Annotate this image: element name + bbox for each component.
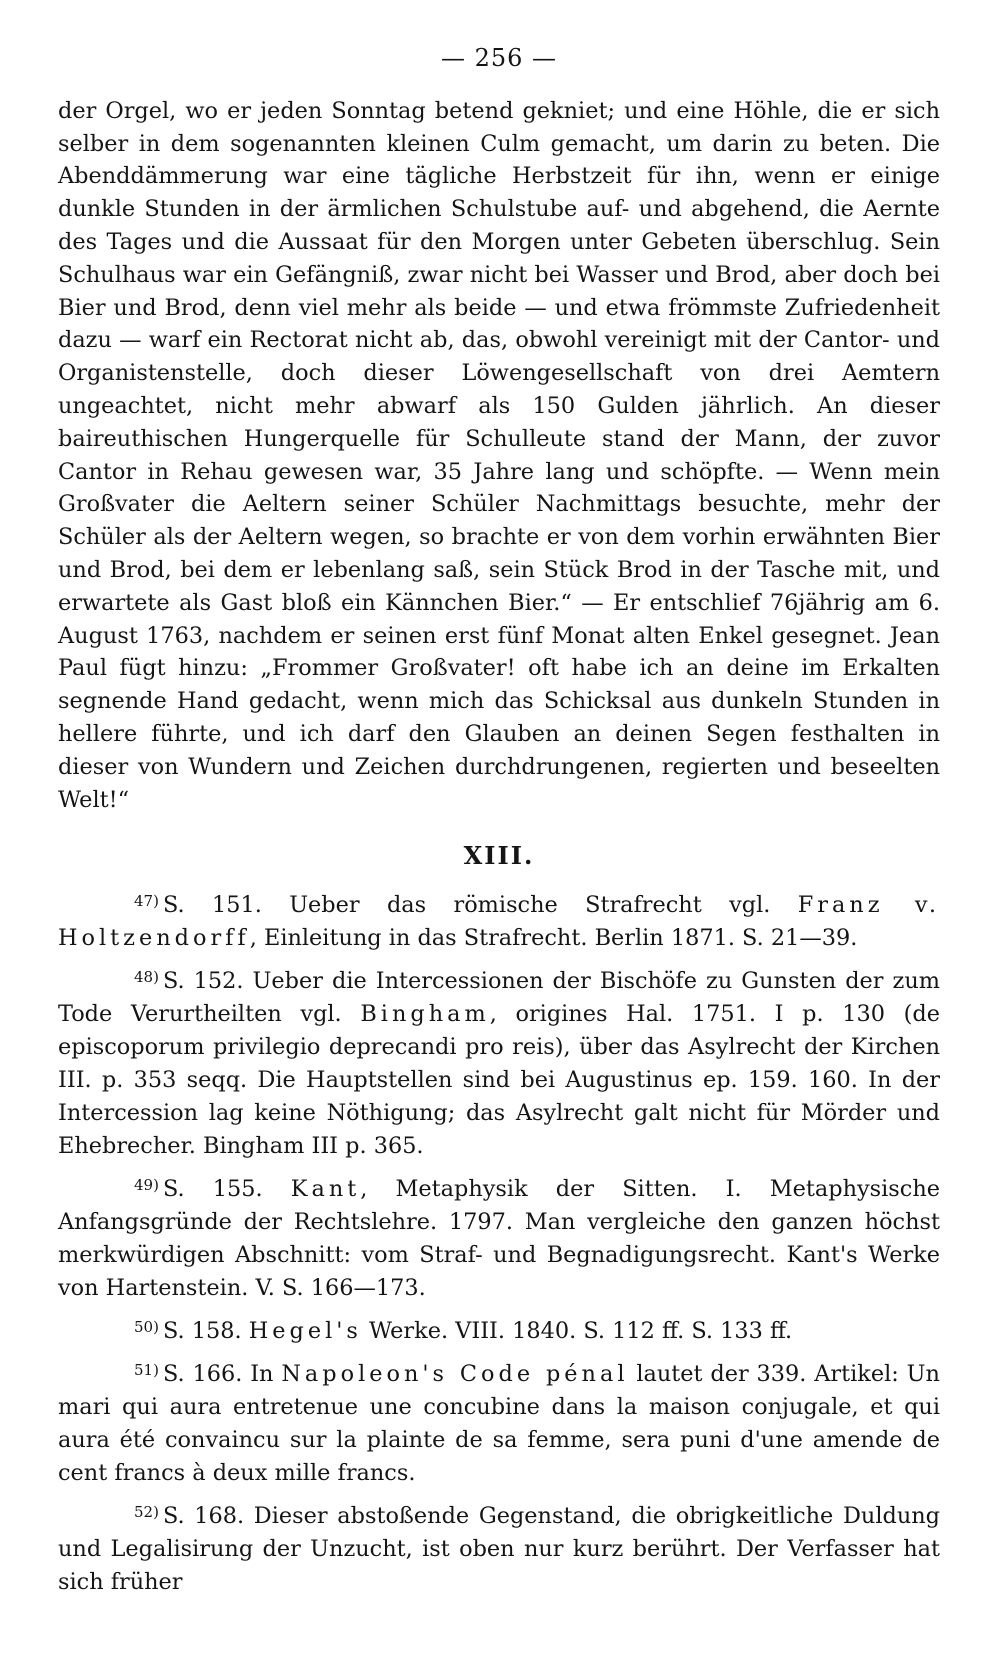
note-marker: 50) — [134, 1318, 159, 1337]
note-text: , origines Hal. 1751. I p. 130 (de episcoporum privilegio deprecandi pro reis), über das Asylrecht der Kirchen III. p. 353 seqq. Die Hauptstellen sind bei Augustinus ep. 159. 160. In der Intercession lag keine Nöthigung; das Asylrecht galt nicht für Mörder und Ehebrecher. Bingham III p. 365. — [58, 1001, 940, 1160]
note-text: , Einleitung in das Strafrecht. Berlin 1871. S. 21—39. — [249, 925, 858, 952]
note-text: S. 152. Ueber die Intercessionen der Bischöfe zu Gunsten der zum Tode Verurtheilten vgl. — [58, 968, 940, 1028]
spaced-author: Napoleon's Code pénal — [281, 1361, 629, 1388]
section-heading: XIII. — [463, 841, 535, 871]
page-number: — 256 — — [440, 44, 558, 72]
note-marker: 48) — [134, 968, 159, 987]
endnotes — [58, 885, 940, 1599]
endnote-52 — [58, 1496, 940, 1599]
spaced-author: Franz v. Holtzendorff — [58, 892, 940, 952]
note-text: , Metaphysik der Sitten. I. Metaphysische Anfangsgründe der Rechtslehre. 1797. Man vergleiche den ganzen höchst merkwürdigen Abschnitt: vom Straf- und Begnadigungsrecht. Kant's Werke von Hartenstein. V. S. 166—173. — [58, 1176, 941, 1302]
note-text: S. 168. Dieser abstoßende Gegenstand, die obrigkeitliche Duldung und Legalisirung der Unzucht, ist oben nur kurz berührt. Der Verfasser hat sich früher — [58, 1503, 940, 1596]
endnote-51 — [58, 1354, 940, 1490]
book-page — [58, 44, 940, 1644]
note-marker: 47) — [134, 892, 159, 911]
note-text: Werke. VIII. 1840. S. 112 ff. S. 133 ff. — [361, 1318, 793, 1345]
note-text: S. 158. — [162, 1318, 249, 1345]
spaced-author: Hegel's — [248, 1318, 362, 1345]
endnote-47 — [58, 885, 940, 955]
note-marker: 51) — [134, 1361, 159, 1380]
note-text: S. 151. Ueber das römische Strafrecht vgl. — [162, 892, 798, 919]
note-text: S. 166. In — [162, 1361, 282, 1388]
note-marker: 52) — [134, 1503, 159, 1522]
endnote-48 — [58, 961, 940, 1163]
main-paragraph: der Orgel, wo er jeden Sonntag betend gekniet; und eine Höhle, die er sich selber in dem sogenannten kleinen Culm gemacht, um darin zu beten. Die Abenddämmerung war eine tägliche Herbstzeit für ihn, wenn er einige dunkle Stunden in der ärmlichen Schulstube auf- und abgehend, die Aernte des Tages und die Aussaat für den Morgen unter Gebeten überschlug. Sein Schulhaus war ein Gefängniß, zwar nicht bei Wasser und Brod, aber doch bei Bier und Brod, denn viel mehr als beide — und etwa frömmste Zufriedenheit dazu — warf ein Rectorat nicht ab, das, obwohl vereinigt mit der Cantor- und Organistenstelle, doch dieser Löwengesellschaft von drei Aemtern ungeachtet, nicht mehr abwarf als 150 Gulden jährlich. An dieser baireuthischen Hungerquelle für Schulleute stand der Mann, der zuvor Cantor in Rehau gewesen war, 35 Jahre lang und schöpfte. — Wenn mein Großvater die Aeltern seiner Schüler Nachmittags besuchte, mehr der Schüler als der Aeltern wegen, so brachte er von dem vorhin erwähnten Bier und Brod, bei dem er lebenlang saß, sein Stück Brod in der Tasche mit, und erwartete als Gast bloß ein Kännchen Bier.“ — Er entschlief 76jährig am 6. August 1763, nachdem er seinen erst fünf Monat alten Enkel gesegnet. Jean Paul fügt hinzu: „Frommer Großvater! oft habe ich an deine im Erkalten segnende Hand gedacht, wenn mich das Schicksal aus dunkeln Stunden in hellere führte, und ich darf den Glauben an deinen Segen festhalten in dieser von Wundern und Zeichen durchdrungenen, regierten und beseelten Welt!“ — [58, 97, 940, 813]
spaced-author: Bingham — [360, 1001, 490, 1028]
endnote-50 — [58, 1311, 940, 1348]
note-text: lautet der 339. Artikel: Un mari qui aura entretenue une concubine dans la maison conjugale, et qui aura été convaincu sur la plainte de sa femme, sera puni d'une amende de cent francs à deux mille francs. — [58, 1361, 940, 1487]
spaced-author: Kant — [290, 1176, 361, 1203]
note-text: S. 155. — [162, 1176, 291, 1203]
endnote-49 — [58, 1169, 940, 1305]
note-marker: 49) — [134, 1176, 159, 1195]
